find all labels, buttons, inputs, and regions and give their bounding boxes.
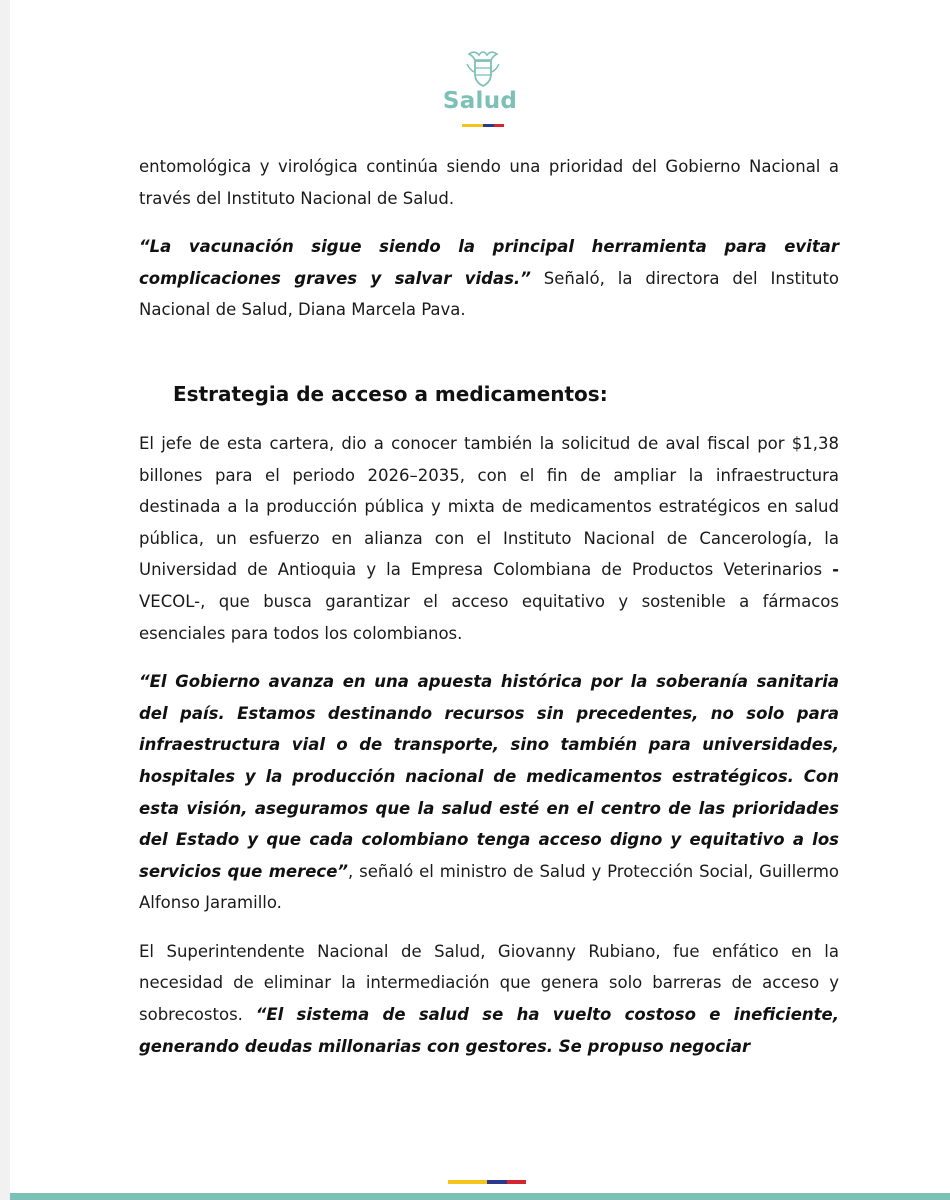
quote-text: “La vacunación sigue siendo la principal herramienta para evitar complicaciones graves y salvar vidas.”	[139, 237, 839, 288]
paragraph: El Superintendente Nacional de Salud, Giovanny Rubiano, fue enfático en la necesidad de eliminar la intermediación que genera solo barreras de acceso y sobrecostos. “El sistema de salud se ha vuelto costoso e ineficiente, generando deudas millonarias con gestores. Se propuso negociar	[139, 941, 839, 1056]
paragraph: “La vacunación sigue siendo la principal herramienta para evitar complicaciones graves y salvar vidas.” Señaló, la directora del Instituto Nacional de Salud, Diana Marcela Pava.	[139, 237, 840, 320]
document-body	[139, 151, 839, 1079]
coat-of-arms-icon	[465, 48, 501, 88]
quote-text: “El Gobierno avanza en una apuesta histórica por la soberanía sanitaria del país. Estamos destinando recursos sin precedentes, no solo para infraestructura vial o de transporte, sino también para universidades, hospitales y la producción nacional de medicamentos estratégicos. Con esta visión, aseguramos que la salud esté en el centro de las prioridades del Estado y que cada colombiano tenga acceso digno y equitativo a los servicios que merece”	[139, 672, 839, 881]
paragraph: El jefe de esta cartera, dio a conocer también la solicitud de aval fiscal por $1,38 billones para el periodo 2026–2035, con el fin de ampliar la infraestructura destinada a la producción pública y mixta de medicamentos estratégicos en salud pública, un esfuerzo en alianza con el Instituto Nacional de Cancerología, la Universidad de Antioquia y la Empresa Colombiana de Productos Veterinarios -VECOL-, que busca garantizar el acceso equitativo y sostenible a fármacos esenciales para todos los colombianos.	[139, 433, 839, 643]
section-heading: Estrategia de acceso a medicamentos:	[173, 381, 608, 406]
footer-flag-stripe	[448, 1180, 526, 1184]
quote-text: “El sistema de salud se ha vuelto costoso e ineficiente, generando deudas millonarias con gestores. Se propuso negociar	[139, 1005, 839, 1056]
footer-bar	[10, 1193, 950, 1200]
flag-stripe	[462, 124, 504, 127]
logo-text: Salud	[442, 88, 518, 114]
page-header	[10, 48, 950, 130]
paragraph: “El Gobierno avanza en una apuesta histórica por la soberanía sanitaria del país. Estamos destinando recursos sin precedentes, no solo para infraestructura vial o de transporte, sino también para universidades, hospitales y la producción nacional de medicamentos estratégicos. Con esta visión, aseguramos que la salud esté en el centro de las prioridades del Estado y que cada colombiano tenga acceso digno y equitativo a los servicios que merece”, señaló el ministro de Salud y Protección Social, Guillermo Alfonso Jaramillo.	[139, 672, 839, 913]
paragraph: entomológica y virológica continúa siendo una prioridad del Gobierno Nacional a través del Instituto Nacional de Salud.	[139, 157, 839, 208]
document-page	[10, 0, 950, 1200]
